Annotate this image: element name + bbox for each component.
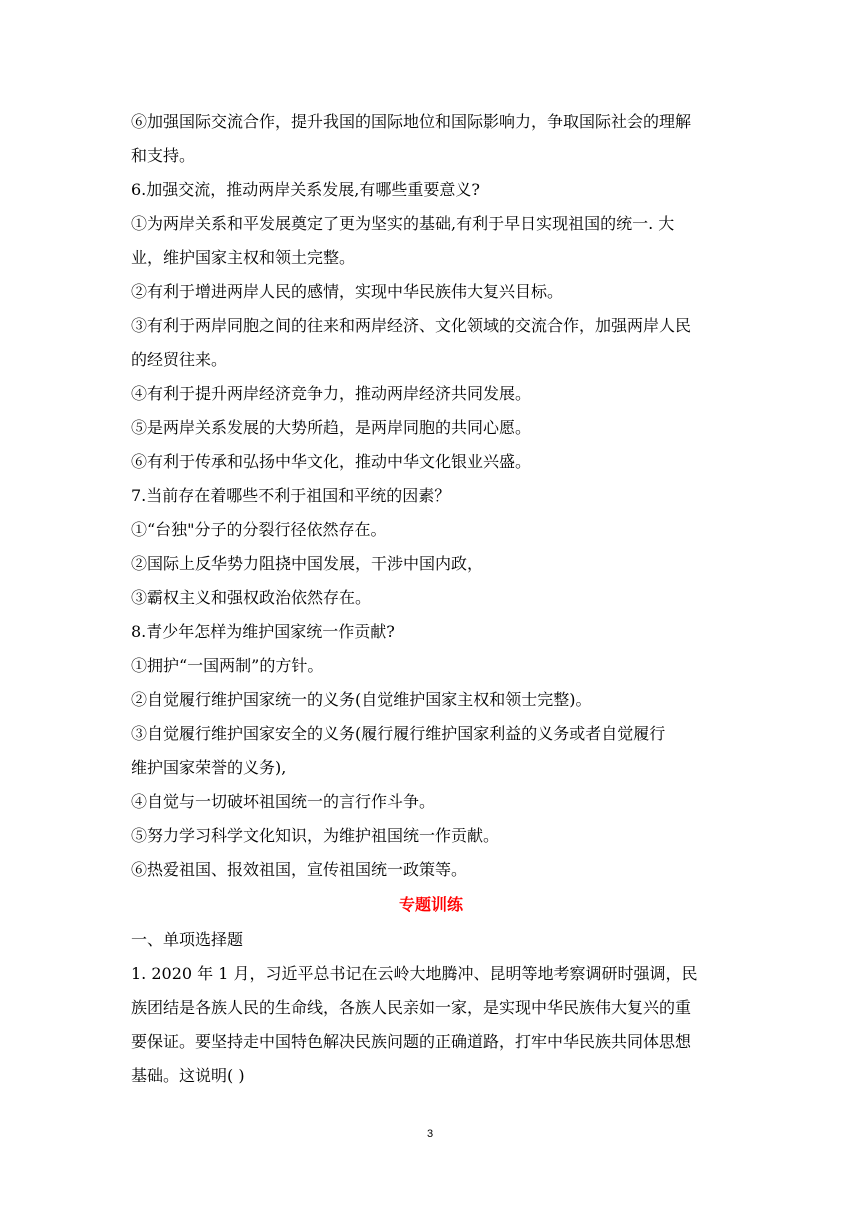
question-heading: 8.青少年怎样为维护国家统一作贡献? [131, 622, 395, 641]
text-line: ⑤努力学习科学文化知识，为维护祖国统一作贡献。 [131, 826, 500, 845]
text-line: ①为两岸关系和平发展奠定了更为坚实的基础,有利于早日实现祖国的统一. 大 [131, 214, 675, 233]
text-line: ③自觉履行维护国家安全的义务(履行履行维护国家利益的义务或者自觉履行 [131, 724, 666, 743]
text-line: 的经贸往来。 [131, 350, 228, 369]
question-heading: 7.当前存在着哪些不利于祖国和平统的因素？ [131, 486, 451, 505]
text-line: ⑥加强国际交流合作，提升我国的国际地位和国际影响力，争取国际社会的理解 [131, 112, 692, 131]
text-line: ①拥护“一国两制”的方针。 [131, 656, 324, 675]
text-line: ①“台独"分子的分裂行径依然存在。 [131, 520, 387, 539]
text-line: 业，维护国家主权和领土完整。 [131, 248, 356, 267]
question-line: 基础。这说明( ) [131, 1066, 245, 1085]
question-line: 族团结是各族人民的生命线，各族人民亲如一家，是实现中华民族伟大复兴的重 [131, 998, 692, 1017]
text-line: ⑥有利于传承和弘扬中华文化，推动中华文化银业兴盛。 [131, 452, 532, 471]
part-heading: 一、单项选择题 [131, 930, 244, 949]
question-line: 要保证。要坚持走中国特色解决民族问题的正确道路，打牢中华民族共同体思想 [131, 1032, 692, 1051]
page-number: 3 [426, 1128, 434, 1140]
text-line: 和支持。 [131, 146, 196, 165]
section-title: 专题训练 [398, 895, 463, 914]
text-line: ④自觉与一切破坏祖国统一的言行作斗争。 [131, 792, 436, 811]
question-heading: 6.加强交流，推动两岸关系发展,有哪些重要意义? [131, 180, 480, 199]
text-line: ⑥热爱祖国、报效祖国，宣传祖国统一政策等。 [131, 860, 468, 879]
text-line: ③有利于两岸同胞之间的往来和两岸经济、文化领域的交流合作，加强两岸人民 [131, 316, 692, 335]
text-line: ③霸权主义和强权政治依然存在。 [131, 588, 372, 607]
text-line: ②有利于增进两岸人民的感情，实现中华民族伟大复兴目标。 [131, 282, 564, 301]
text-line: ⑤是两岸关系发展的大势所趋，是两岸同胞的共同心愿。 [131, 418, 532, 437]
text-line: ④有利于提升两岸经济竞争力，推动两岸经济共同发展。 [131, 384, 532, 403]
question-line: 1. 2020 年 1 月，习近平总书记在云岭大地腾冲、昆明等地考察调研时强调，民 [131, 964, 698, 983]
text-line: ②自觉履行维护国家统一的义务(自觉维护国家主权和领士完整)。 [131, 690, 592, 709]
text-line: 维护国家荣誉的义务), [131, 758, 287, 777]
text-line: ②国际上反华势力阻挠中国发展，干涉中国内政， [131, 554, 484, 573]
document-body [131, 105, 731, 1093]
